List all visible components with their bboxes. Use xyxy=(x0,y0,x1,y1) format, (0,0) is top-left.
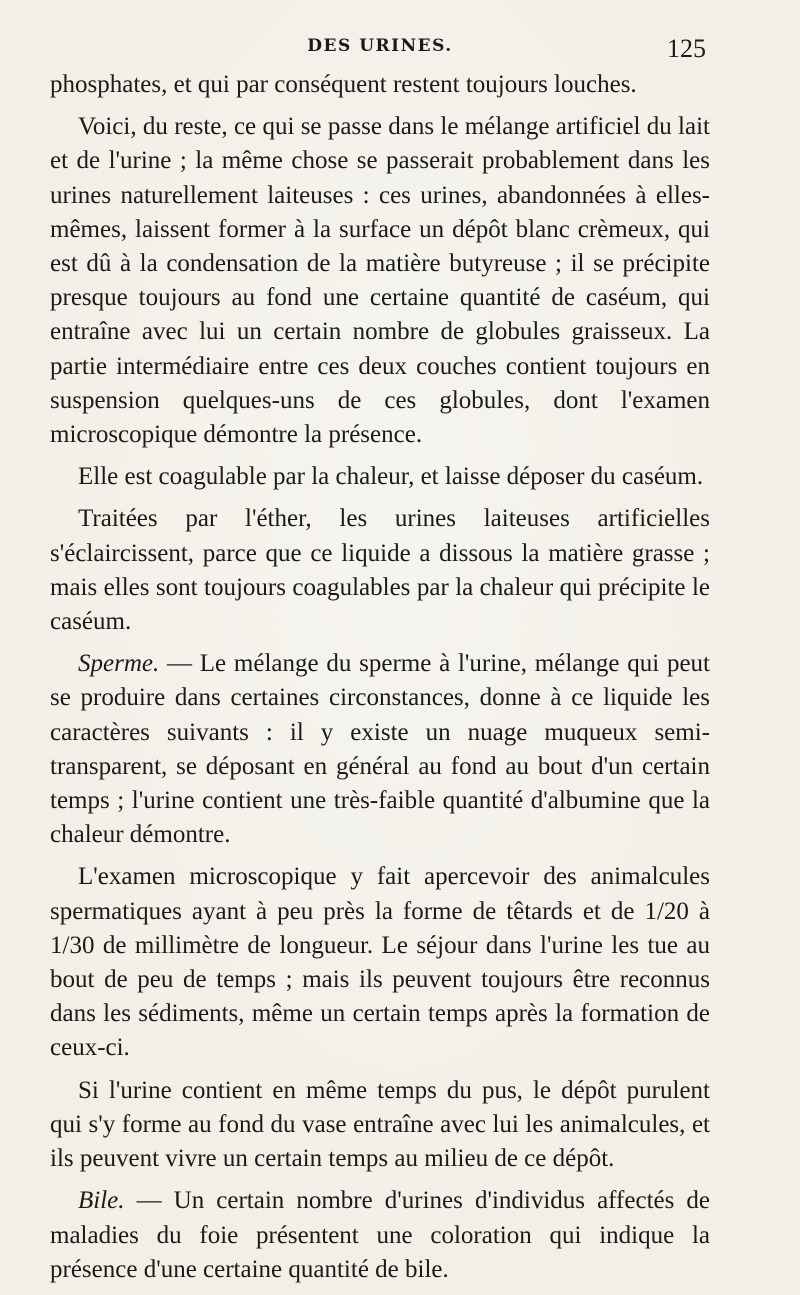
paragraph-text: Voici, du reste, ce qui se passe dans le mélange artificiel du lait et de l'urine ; la même chose se passerait probablement dans les urines naturellement laiteuses : ces urines, abandonnées à elles-mêmes, laissent former à la surface un dépôt blanc crèmeux, qui est dû à la condensation de la matière butyreuse ; il se précipite presque toujours au fond une certaine quantité de caséum, qui entraîne avec lui un certain nombre de globules graisseux. La partie intermédiaire entre ces deux couches contient toujours en suspension quelques-uns de ces globules, dont l'examen microscopique démontre la présence. xyxy=(50,113,710,449)
paragraph xyxy=(50,1074,710,1177)
paragraph xyxy=(50,860,710,1065)
running-title: DES URINES. xyxy=(307,36,453,56)
section-lead: Bile. xyxy=(78,1187,125,1215)
paragraph-text: L'examen microscopique y fait apercevoir des animalcules spermatiques ayant à peu près la forme de têtards et de 1/20 à 1/30 de millimètre de longueur. Le séjour dans l'urine les tue au bout de peu de temps ; mais ils peuvent toujours être reconnus dans les sédiments, même un certain temps après la formation de ceux-ci. xyxy=(50,863,710,1062)
paragraph xyxy=(50,1184,710,1287)
paragraph-text: phosphates, et qui par conséquent restent toujours louches. xyxy=(50,71,637,98)
body-text xyxy=(50,68,710,1287)
paragraph-text: Traitées par l'éther, les urines laiteuses artificielles s'éclaircissent, parce que ce liquide a dissous la matière grasse ; mais elles sont toujours coagulables par la chaleur qui précipite le caséum. xyxy=(50,505,710,636)
paragraph-text: Elle est coagulable par la chaleur, et laisse déposer du caséum. xyxy=(78,463,704,491)
running-head xyxy=(0,34,800,64)
paragraph xyxy=(50,460,710,494)
paragraph-text: Si l'urine contient en même temps du pus, le dépôt purulent qui s'y forme au fond du vase entraîne avec lui les animalcules, et ils peuvent vivre un certain temps au milieu de ce dépôt. xyxy=(50,1076,710,1173)
paragraph-text: — Le mélange du sperme à l'urine, mélange qui peut se produire dans certaines circonstances, donne à ce liquide les caractères suivants : il y existe un nuage muqueux semi-transparent, se déposant en général au fond au bout d'un certain temps ; l'urine contient une très-faible quantité d'albumine que la chaleur démontre. xyxy=(50,650,710,849)
paragraph xyxy=(50,502,710,639)
section-lead: Sperme. xyxy=(78,650,160,678)
paragraph xyxy=(50,110,710,452)
paragraph xyxy=(50,68,710,102)
page-number: 125 xyxy=(667,34,706,63)
paragraph xyxy=(50,647,710,852)
paragraph-text: — Un certain nombre d'urines d'individus affectés de maladies du foie présentent une coloration qui indique la présence d'une certaine quantité de bile. xyxy=(50,1187,710,1283)
